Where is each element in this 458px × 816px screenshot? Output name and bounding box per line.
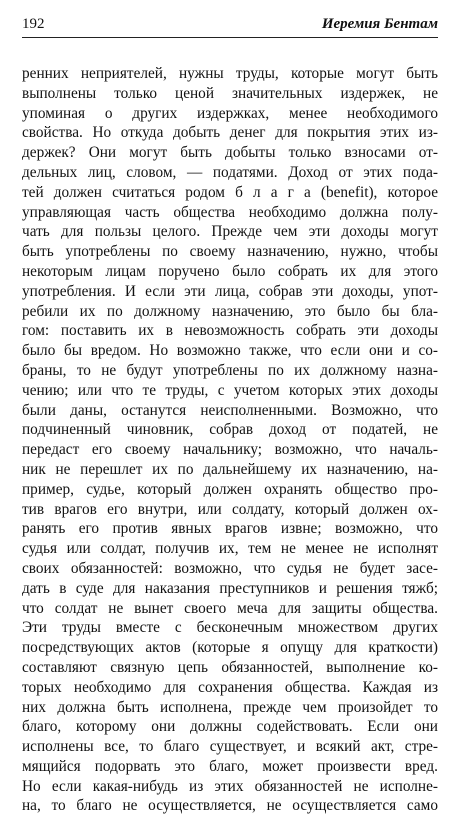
- text-line: исполнены все, то благо существует, и всякий акт, стре-: [22, 738, 438, 756]
- body-text: [22, 64, 438, 816]
- text-line: дельных лиц, словом, — податями. Доход от этих пода-: [22, 163, 438, 181]
- text-line: подчиненный чиновник, собрав доход от податей, не: [22, 421, 438, 439]
- text-line: были даны, останутся неисполненными. Возможно, что: [22, 401, 438, 419]
- text-line: пример, судье, который должен охранять общество про-: [22, 480, 438, 498]
- text-line: Эти труды вместе с бесконечным множеством других: [22, 619, 438, 637]
- text-line: посредствующих актов (которые я опущу для краткости): [22, 639, 438, 657]
- text-line: благо, которому они должны содействовать. Если они: [22, 718, 438, 736]
- text-line: управляющая часть общества необходимо должна полу-: [22, 203, 438, 221]
- text-line: них должна быть исполнена, прежде чем произойдет то: [22, 698, 438, 716]
- text-line: Но если какая-нибудь из этих обязанностей не исполне-: [22, 777, 438, 795]
- running-title: Иеремия Бентам: [321, 16, 438, 32]
- text-line: употребления. И если эти лица, собрав эти доходы, упот-: [22, 282, 438, 300]
- text-line: выполнены только ценой значительных издержек, не: [22, 84, 438, 102]
- text-line: мящийся подорвать это благо, может произвести вред.: [22, 757, 438, 775]
- text-line: гом: поставить их в невозможность собрать эти доходы: [22, 322, 438, 340]
- text-line: ренних неприятелей, нужны труды, которые могут быть: [22, 65, 438, 82]
- page-number: 192: [22, 16, 45, 32]
- text-line: дать в суде для наказания преступников и решения тяжб;: [22, 579, 438, 597]
- text-line: было бы вредом. Но возможно также, что если они и со-: [22, 342, 438, 360]
- text-line: держек? Они могут быть добыты только взносами от-: [22, 144, 438, 162]
- text-line: ник не перешлет их по дальнейшему их назначению, на-: [22, 460, 438, 478]
- text-line: тив врагов его внутри, или солдату, который должен ох-: [22, 500, 438, 518]
- text-line: составляют связную цепь обязанностей, выполнение ко-: [22, 658, 438, 676]
- text-line: ранять его против явных врагов извне; возможно, что: [22, 520, 438, 538]
- text-line: браны, то не будут употреблены по их должному назна-: [22, 361, 438, 379]
- text-line: на, то благо не осуществляется, не осуществляется само: [22, 797, 438, 815]
- text-line: передаст его своему начальнику; возможно, что началь-: [22, 441, 438, 459]
- text-line: свойства. Но откуда добыть денег для покрытия этих из-: [22, 124, 438, 142]
- text-line: некоторым лицам поручено было собрать их для этого: [22, 262, 438, 280]
- text-line: что солдат не вынет своего меча для защиты общества.: [22, 599, 438, 617]
- text-line: быть употреблены по своему назначению, нужно, чтобы: [22, 243, 438, 261]
- text-line: судья или солдат, получив их, тем не менее не исполнят: [22, 540, 438, 558]
- text-line: ребили их по должному назначению, это было бы бла-: [22, 302, 438, 320]
- text-line: торых необходимо для сохранения общества. Каждая из: [22, 678, 438, 696]
- text-line: чению; или что те труды, с учетом которых этих доходы: [22, 381, 438, 399]
- text-line: своих обязанностей: возможно, что судья не будет засе-: [22, 559, 438, 577]
- text-line: тей должен считаться родом б л а г а (benefit), которое: [22, 183, 438, 201]
- text-line: упоминая о других издержках, менее необходимого: [22, 104, 438, 122]
- page-header: [22, 14, 438, 36]
- text-line: чать для пользы целого. Прежде чем эти доходы могут: [22, 223, 438, 241]
- header-rule: [22, 37, 438, 38]
